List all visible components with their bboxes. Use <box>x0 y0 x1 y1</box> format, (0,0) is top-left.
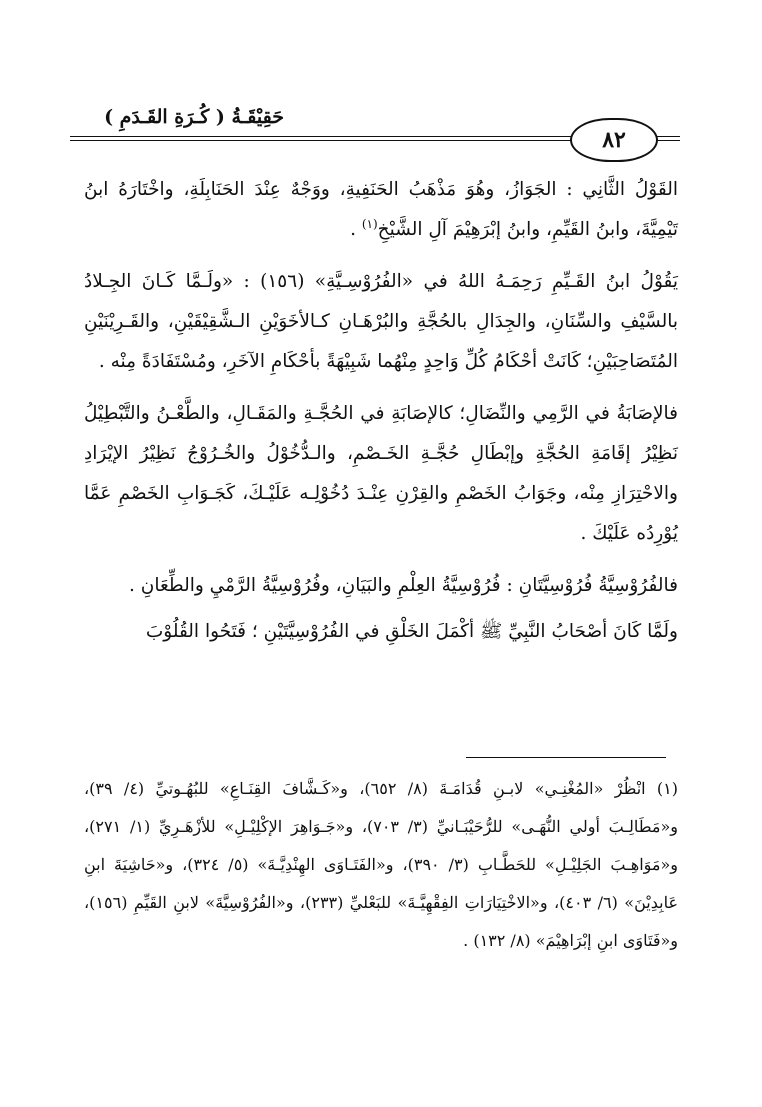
paragraph-1-end: . <box>350 219 362 240</box>
page-header <box>0 100 762 170</box>
paragraph-2: يَقُوْلُ ابنُ القَـيِّمِ رَحِمَـهُ اللهُ في «الفُرُوْسِـيَّةِ» (١٥٦) : «ولَـمَّا كَـانَ الجِـلادُ بالسَّيْفِ والسِّنَانِ، والجِدَالِ بالحُجَّةِ والبُرْهَـانِ كـالأخَوَيْنِ الـشَّقِيْقَيْنِ، والقَـرِيْنَيْنِ المُتَصَاحِبَيْنِ؛ كَانَتْ أحْكَامُ كُلِّ وَاحِدٍ مِنْهُما شَبِيْهَةً بأحْكَامِ الآخَرِ، ومُسْتَفَادَةً مِنْه . <box>84 271 679 372</box>
paragraph-1 <box>84 170 678 250</box>
footnotes <box>84 770 678 960</box>
main-text <box>84 170 678 664</box>
footnote-1: (١) انْظُرْ «المُغْنِـي» لابـنِ قُدَامَـةَ (٨/ ٦٥٢)، و«كَـشَّافَ القِنَـاعِ» للبُهُـوتيِّ (٤/ ٣٩)، و«مَطَالِـبَ أولي النُّهَـى» للرُّحَيْبَـانيِّ (٣/ ٧٠٣)، و«جَـوَاهِرَ الإكْلِيْـلِ» للأزْهَـرِيِّ (١/ ٢٧١)، و«مَوَاهِـبَ الجَلِيْـلِ» للحَطَّـابِ (٣/ ٣٩٠)، و«الفَتَـاوَى الهِنْدِيَّـةَ» (٥/ ٣٢٤)، و«حَاشِيَةَ ابنِ عَابِدِيْنَ» (٦/ ٤٠٣)، و«الاخْتِيَارَاتِ الفِقْهِيَّـةَ» للبَعْليِّ (٢٣٣)، و«الفُرُوْسِيَّةَ» لابنِ القَيِّمِ (١٥٦)، و«فَتَاوَى ابنِ إبْرَاهِيْمَ» (٨/ ١٣٢) . <box>84 779 679 950</box>
paragraph-5: ولَمَّا كَانَ أصْحَابُ النَّبِيِّ ﷺ أكْمَلَ الخَلْقِ في الفُرُوْسِيَّتَيْنِ ؛ فَتَحُوا القُلُوْبَ <box>145 621 678 642</box>
page-number: ٨٢ <box>570 118 658 162</box>
footnote-reference: (١) <box>361 216 378 231</box>
paragraph-3: فالإصَابَةُ في الرَّمِي والنِّضَالِ؛ كالإصَابَةِ في الحُجَّـةِ والمَقَـالِ، والطَّعْـنُ والتَّبْطِيْلُ نَظِيْرُ إقَامَةِ الحُجَّةِ وإبْطَالِ حُجَّـةِ الخَـصْمِ، والـدُّخُوْلُ والخُـرُوْجُ نَظِيْرُ الإيْرَادِ والاحْتِرَازِ مِنْه، وجَوَابُ الخَصْمِ والقِرْنِ عِنْـدَ دُخُوْلِـه عَلَيْـكَ، كَجَـوَابِ الخَصْمِ عَمَّا يُوْرِدُه عَلَيْكَ . <box>84 403 678 544</box>
footnote-separator <box>466 757 666 758</box>
paragraph-4: فالفُرُوْسِيَّةُ فُرُوْسِيَّتَانِ : فُرُوْسِيَّةُ العِلْمِ والبَيَانِ، وفُرُوْسِيَّةُ الرَّمْيِ والطِّعَانِ . <box>129 575 678 596</box>
running-title: حَقِيْقَـةُ ( كُـرَةِ القَـدَمِ ) <box>104 106 284 128</box>
paragraph-1-text: القَوْلُ الثَّانِي : الجَوَازُ، وهُوَ مَذْهَبُ الحَنَفِيةِ، ووَجْهٌ عِنْدَ الحَنَابِلَةِ، واخْتَارَهُ ابنُ تَيْمِيَّةَ، وابنُ القَيِّمِ، وابنُ إبْرَهِيْمَ آلِ الشَّيْخِ <box>84 179 678 240</box>
